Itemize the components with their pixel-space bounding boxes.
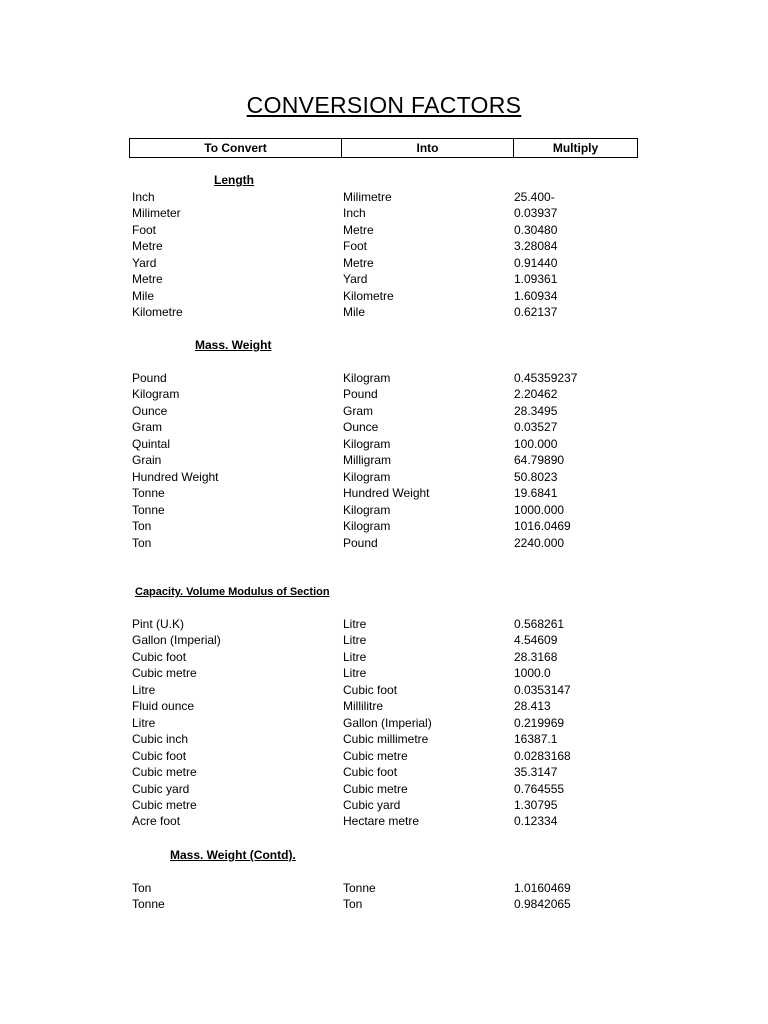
cell-into-unit: Gram xyxy=(343,403,373,418)
cell-multiplier: 25.400- xyxy=(514,190,555,204)
cell-multiplier: 100.000 xyxy=(514,436,558,451)
cell-multiplier: 1.09361 xyxy=(514,272,558,287)
cell-from-unit: Tonne xyxy=(132,502,165,517)
cell-from-unit: Fluid ounce xyxy=(132,699,195,714)
table-row xyxy=(0,502,768,518)
cell-from-unit: Tonne xyxy=(132,897,165,912)
cell-multiplier: 28.413 xyxy=(514,699,551,714)
cell-into-unit: Pound xyxy=(343,535,378,550)
table-row xyxy=(0,271,768,287)
cell-into-unit: Kilogram xyxy=(343,469,391,484)
cell-multiplier: 3.28084 xyxy=(514,239,558,254)
cell-into-unit: Litre xyxy=(343,617,367,631)
cell-into-unit: Cubic foot xyxy=(343,682,398,697)
cell-multiplier: 1000.0 xyxy=(514,666,551,681)
table-row xyxy=(0,731,768,747)
cell-from-unit: Metre xyxy=(132,239,163,254)
cell-multiplier: 0.568261 xyxy=(514,617,565,631)
table-row xyxy=(0,616,768,632)
cell-into-unit: Ton xyxy=(343,897,363,912)
cell-into-unit: Litre xyxy=(343,633,367,648)
cell-from-unit: Foot xyxy=(132,222,157,237)
header-to-convert: To Convert xyxy=(130,139,342,157)
table-row xyxy=(0,255,768,271)
table-header xyxy=(129,138,638,158)
cell-into-unit: Hectare metre xyxy=(343,814,420,829)
cell-from-unit: Cubic yard xyxy=(132,781,190,796)
cell-from-unit: Quintal xyxy=(132,436,171,451)
table-row xyxy=(0,436,768,452)
table-row xyxy=(0,419,768,435)
cell-into-unit: Tonne xyxy=(343,881,376,895)
cell-from-unit: Ton xyxy=(132,535,152,550)
cell-into-unit: Pound xyxy=(343,387,378,402)
table-row xyxy=(0,222,768,238)
cell-from-unit: Grain xyxy=(132,453,162,468)
cell-into-unit: Foot xyxy=(343,239,368,254)
cell-from-unit: Cubic inch xyxy=(132,732,189,747)
table-row xyxy=(0,764,768,780)
cell-multiplier: 19.6841 xyxy=(514,486,558,501)
cell-from-unit: Inch xyxy=(132,190,155,204)
table-row xyxy=(0,715,768,731)
cell-multiplier: 0.03527 xyxy=(514,420,558,435)
cell-from-unit: Acre foot xyxy=(132,814,181,829)
table-row xyxy=(0,813,768,829)
cell-into-unit: Cubic foot xyxy=(343,765,398,780)
table-row xyxy=(0,370,768,386)
cell-multiplier: 0.9842065 xyxy=(514,897,571,912)
cell-into-unit: Litre xyxy=(343,666,367,681)
cell-into-unit: Milimetre xyxy=(343,190,392,204)
cell-from-unit: Gram xyxy=(132,420,162,435)
table-row xyxy=(0,469,768,485)
table-row xyxy=(0,682,768,698)
table-row xyxy=(0,518,768,534)
cell-multiplier: 1.30795 xyxy=(514,797,558,812)
cell-multiplier: 0.91440 xyxy=(514,255,558,270)
cell-multiplier: 0.219969 xyxy=(514,715,565,730)
cell-into-unit: Metre xyxy=(343,255,374,270)
table-row xyxy=(0,632,768,648)
section-heading: Capacity. Volume Modulus of Section xyxy=(135,586,330,598)
cell-multiplier: 2240.000 xyxy=(514,535,565,550)
table-row xyxy=(0,797,768,813)
cell-from-unit: Litre xyxy=(132,715,156,730)
cell-into-unit: Litre xyxy=(343,649,367,664)
section-heading: Mass. Weight (Contd). xyxy=(170,848,296,862)
cell-into-unit: Metre xyxy=(343,222,374,237)
table-row xyxy=(0,238,768,254)
cell-multiplier: 0.764555 xyxy=(514,781,565,796)
cell-multiplier: 0.12334 xyxy=(514,814,558,829)
cell-into-unit: Ounce xyxy=(343,420,379,435)
cell-into-unit: Cubic millimetre xyxy=(343,732,429,747)
cell-from-unit: Ton xyxy=(132,519,152,534)
cell-from-unit: Ton xyxy=(132,881,152,895)
cell-multiplier: 16387.1 xyxy=(514,732,558,747)
cell-from-unit: Gallon (Imperial) xyxy=(132,633,221,648)
cell-multiplier: 4.54609 xyxy=(514,633,558,648)
cell-from-unit: Litre xyxy=(132,682,156,697)
cell-into-unit: Gallon (Imperial) xyxy=(343,715,432,730)
table-row xyxy=(0,403,768,419)
cell-into-unit: Kilogram xyxy=(343,519,391,534)
cell-multiplier: 35.3147 xyxy=(514,765,558,780)
header-multiply: Multiply xyxy=(552,141,599,155)
table-row xyxy=(0,781,768,797)
table-row xyxy=(0,452,768,468)
table-row xyxy=(0,649,768,665)
cell-from-unit: Pint (U.K) xyxy=(132,617,185,631)
cell-from-unit: Yard xyxy=(132,255,157,270)
cell-into-unit: Hundred Weight xyxy=(343,486,430,501)
cell-into-unit: Kilogram xyxy=(343,502,391,517)
cell-from-unit: Hundred Weight xyxy=(132,469,219,484)
table-row xyxy=(0,189,768,205)
cell-from-unit: Tonne xyxy=(132,486,165,501)
table-row xyxy=(0,748,768,764)
table-row xyxy=(0,665,768,681)
cell-into-unit: Kilogram xyxy=(343,371,391,385)
table-row xyxy=(0,288,768,304)
cell-multiplier: 2.20462 xyxy=(514,387,558,402)
cell-from-unit: Mile xyxy=(132,288,155,303)
cell-multiplier: 0.45359237 xyxy=(514,371,578,385)
table-row xyxy=(0,698,768,714)
table-row xyxy=(0,896,768,912)
cell-multiplier: 1000.000 xyxy=(514,502,565,517)
table-row xyxy=(0,304,768,320)
cell-from-unit: Cubic foot xyxy=(132,649,187,664)
cell-into-unit: Kilogram xyxy=(343,436,391,451)
table-row xyxy=(0,485,768,501)
cell-multiplier: 50.8023 xyxy=(514,469,558,484)
cell-multiplier: 0.30480 xyxy=(514,222,558,237)
cell-multiplier: 64.79890 xyxy=(514,453,565,468)
table-row xyxy=(0,535,768,551)
cell-from-unit: Pound xyxy=(132,371,167,385)
cell-from-unit: Kilometre xyxy=(132,305,183,320)
cell-from-unit: Cubic metre xyxy=(132,765,197,780)
cell-from-unit: Ounce xyxy=(132,403,168,418)
section-heading: Mass. Weight xyxy=(195,338,272,352)
cell-into-unit: Kilometre xyxy=(343,288,394,303)
cell-multiplier: 0.03937 xyxy=(514,206,558,221)
cell-from-unit: Milimeter xyxy=(132,206,181,221)
table-row xyxy=(0,880,768,896)
cell-into-unit: Cubic metre xyxy=(343,781,408,796)
cell-multiplier: 28.3168 xyxy=(514,649,558,664)
cell-multiplier: 0.0353147 xyxy=(514,682,571,697)
cell-from-unit: Cubic foot xyxy=(132,748,187,763)
cell-from-unit: Cubic metre xyxy=(132,797,197,812)
cell-from-unit: Cubic metre xyxy=(132,666,197,681)
cell-into-unit: Cubic metre xyxy=(343,748,408,763)
cell-multiplier: 1.0160469 xyxy=(514,881,571,895)
cell-into-unit: Milligram xyxy=(343,453,391,468)
cell-from-unit: Kilogram xyxy=(132,387,180,402)
cell-multiplier: 0.62137 xyxy=(514,305,558,320)
header-into: Into xyxy=(342,139,514,157)
cell-multiplier: 1.60934 xyxy=(514,288,558,303)
cell-into-unit: Mile xyxy=(343,305,366,320)
page-title: CONVERSION FACTORS xyxy=(246,92,522,118)
cell-multiplier: 1016.0469 xyxy=(514,519,571,534)
cell-multiplier: 28.3495 xyxy=(514,403,558,418)
table-row xyxy=(0,205,768,221)
cell-into-unit: Cubic yard xyxy=(343,797,401,812)
cell-multiplier: 0.0283168 xyxy=(514,748,571,763)
cell-into-unit: Inch xyxy=(343,206,366,221)
cell-from-unit: Metre xyxy=(132,272,163,287)
section-heading: Length xyxy=(214,173,254,187)
cell-into-unit: Yard xyxy=(343,272,368,287)
cell-into-unit: Millilitre xyxy=(343,699,383,714)
table-row xyxy=(0,386,768,402)
